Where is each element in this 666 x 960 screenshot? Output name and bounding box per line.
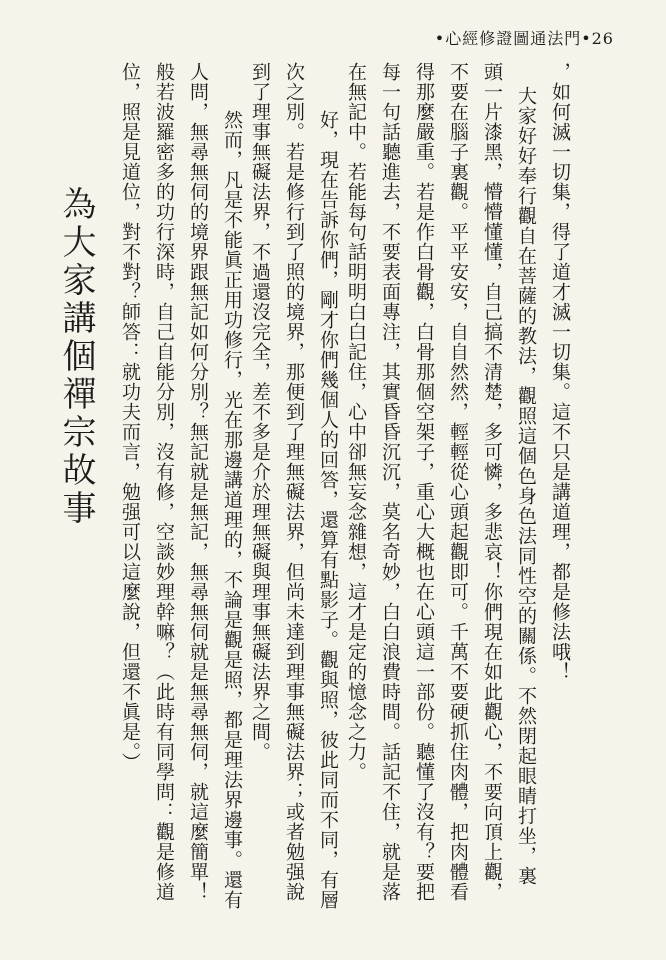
text-column: 次之別。若是修行到了照的境界，那便到了理無礙法界，但尚未達到理事無礙法界；或者勉强說	[283, 62, 305, 902]
text-column: 好，現在告訴你們，剛才你們幾個人的回答，還算有點影子。觀與照，彼此同而不同，有層	[317, 110, 339, 910]
section-heading: 為大家講個禪宗故事	[56, 186, 96, 528]
text-column: 得那麼嚴重。若是作白骨觀，白骨那個空架子，重心大概也在心頭這一部份。聽懂了沒有？要把	[413, 62, 435, 902]
text-column: 大家好好奉行觀自在菩薩的教法，觀照這個色身色法同性空的關係。不然閉起眼睛打坐，裏	[515, 86, 537, 886]
text-column: 在無記中。若能每句話明明白白記住，心中卻無妄念雜想，這才是定的憶念之力。	[345, 62, 367, 782]
text-column: 到了理事無礙法界，不過還沒完全，差不多是介於理無礙與理事無礙法界之間。	[249, 62, 271, 762]
text-column: 不要在腦子裏觀。平平安安，自自然然，輕輕從心頭起觀即可。千萬不要硬抓住肉體，把肉體看	[447, 62, 469, 902]
text-column: 每一句話聽進去，不要表面專注，其實昏昏沉沉，莫名奇妙，白白浪費時間。話記不住，就是落	[379, 62, 401, 902]
text-column: ，如何滅一切集，得了道才滅一切集。這不只是講道理，都是修法哦！	[549, 62, 571, 682]
text-column: 位，照是見道位，對不對？師答：就功夫而言，勉强可以這麼說，但還不眞是。）	[119, 62, 141, 773]
text-column: 般若波羅密多的功行深時，自己自能分別，沒有修，空談妙理幹嘛？（此時有同學問：觀是修道	[153, 62, 175, 902]
text-column: 頭一片漆黑，懵懵懂懂，自己搞不清楚，多可憐，多悲哀！你們現在如此觀心，不要向頂上觀，	[481, 62, 503, 902]
running-header: •心經修證圖通法門•26	[434, 29, 614, 48]
text-column: 然而，凡是不能眞正用功修行，光在那邊講道理的，不論是觀是照，都是理法界邊事。還有	[221, 110, 243, 910]
text-column: 人問，無尋無伺的境界跟無記如何分別？無記就是無記，無尋無伺就是無尋無伺，就這麼簡單！	[187, 62, 209, 902]
